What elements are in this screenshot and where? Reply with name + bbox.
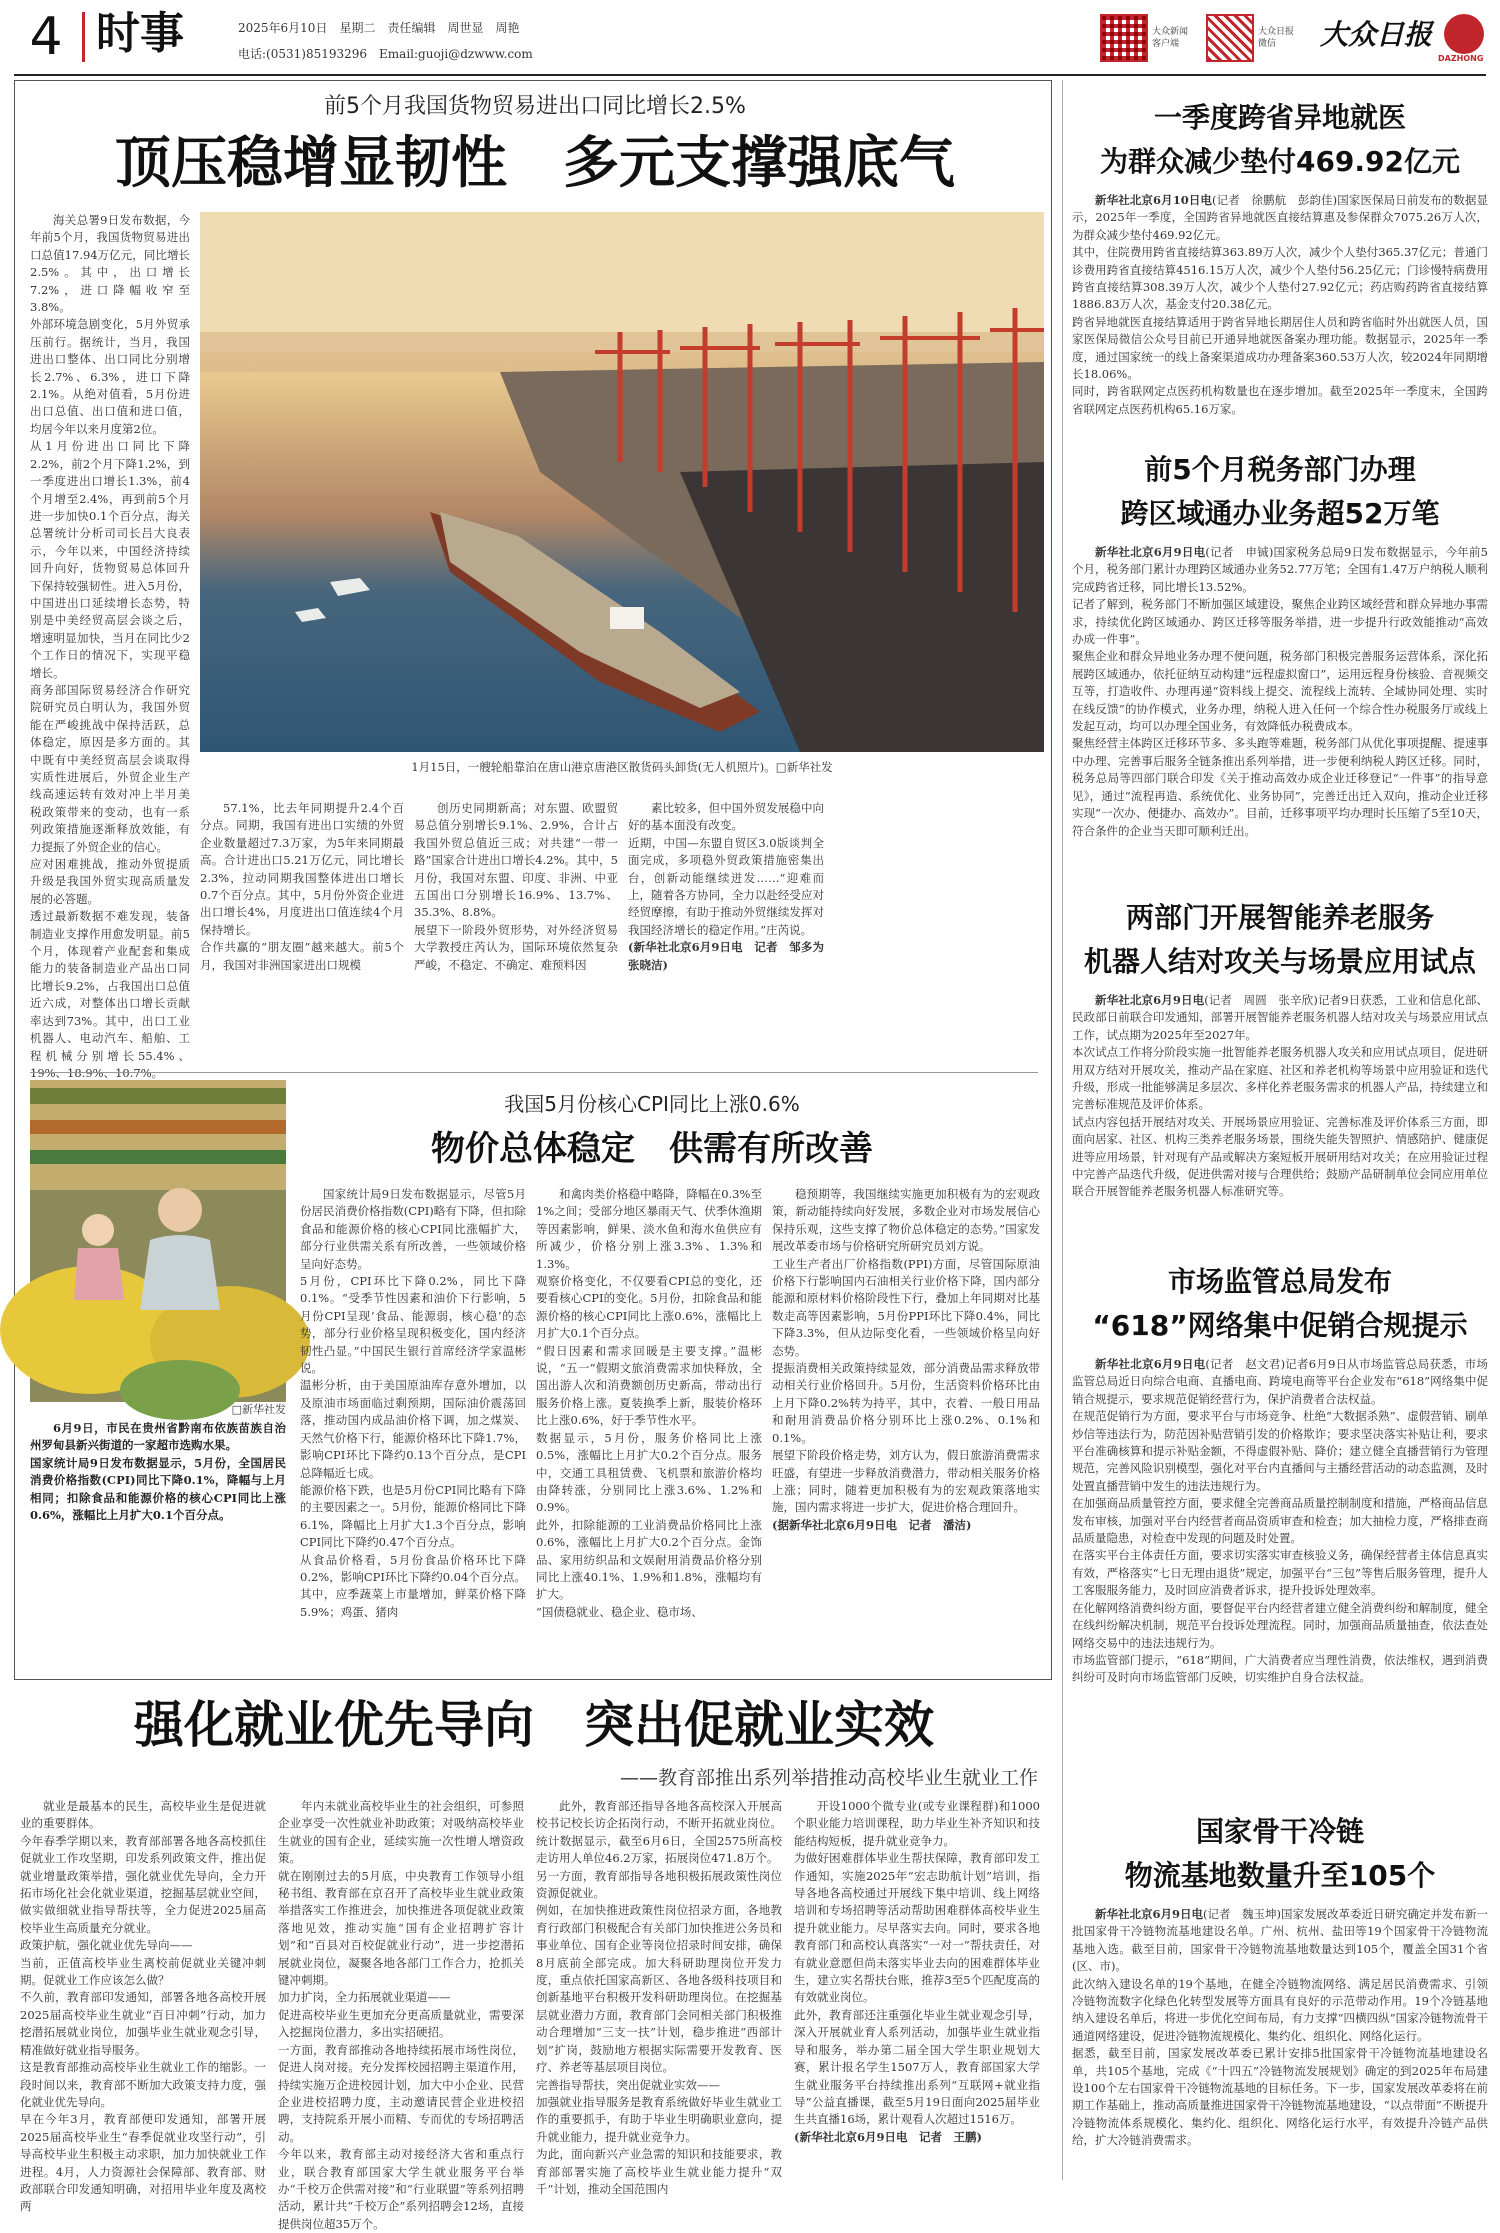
- employment-column-1: [20, 1798, 266, 2214]
- sidebar-story-5-dateline: 新华社北京6月9日电: [1095, 1907, 1204, 1921]
- contact-line: 电话:(0531)85193296 Email:guoji@dzwww.com: [238, 47, 533, 61]
- sidebar-story-1-text: 国家医保局日前发布的数据显示，2025年一季度，全国跨省异地就医直接结算惠及参保群众7075.26万人次，为群众减少垫付469.92亿元。 其中，住院费用跨省直接结算363.89万人次，减少个人垫付365.37亿元；普通门诊费用跨省直接结算4516.15万人次，减少个人垫付56.25亿元；门诊慢特病费用跨省直接结算308.39万人次，减少个人垫付27.92亿元；药店购药跨省直接结算1886.83万人次，基金支付20.38亿元。 跨省异地就医直接结算适用于跨省异地长期居住人员和跨省临时外出就医人员，国家医保局微信公众号目前已开通异地就医备案办理功能。数据显示，2025年一季度，通过国家统一的线上备案渠道成功办理备案360.53万人次，较2024年同期增长18.06%。 同时，跨省联网定点医药机构数量也在逐步增加。截至2025年一季度末，全国跨省联网定点医药机构65.16万家。: [1072, 193, 1488, 416]
- cpi-column-1: [300, 1186, 526, 1672]
- masthead-rule: [14, 74, 1486, 76]
- lead-col3-text: 创历史同期新高；对东盟、欧盟贸易总值分别增长9.1%、2.9%，合计占我国外贸总值近三成；对共建“一带一路”国家合计进出口增长4.2%。其中，5月份，我国对东盟、印度、非洲、中亚五国出口分别增长16.9%、13.7%、35.3%、8.8%。 展望下一阶段外贸形势，对外经济贸易大学教授庄芮认为，国际环境依然复杂严峻，不稳定、不确定、难预料因: [414, 801, 618, 972]
- sidebar-story-3-text: 记者9日获悉，工业和信息化部、民政部日前联合印发通知，部署开展智能养老服务机器人结对攻关与场景应用试点工作，试点期为2025年至2027年。 本次试点工作将分阶段实施一批智能养老服务机器人攻关和应用试点项目，促进研用双方结对开展攻关，推动产品在家庭、社区和养老机构等场景中应用验证和迭代升级，形成一批能够满足多层次、多样化养老服务需求的机器人产品，持续建立和完善标准规范及评价体系。 试点内容包括开展结对攻关、开展场景应用验证、完善标准及评价体系三方面，即面向居家、社区、机构三类养老服务场景，围绕失能失智照护、情感陪护、健康促进等应用场景，针对现有产品或解决方案短板开展研用结对攻关；在应用验证过程中完善产品迭代升级，促进供需对接与合理供给；鼓励产品研制单位会同应用单位联合开展智能养老服务机器人标准研究等。: [1072, 993, 1488, 1199]
- sidebar-story-3: [1072, 896, 1488, 1240]
- sidebar-story-1-body: [1072, 192, 1488, 482]
- lead-headline: 顶压稳增显韧性 多元支撑强底气: [115, 131, 955, 196]
- employment-col2-text: 年内未就业高校毕业生的社会组织，可参照企业享受一次性就业补助政策；对吸纳高校毕业生就业的国有企业，延续实施一次性增人增资政策。 就在刚刚过去的5月底，中央教育工作领导小组秘书组、教育部在京召开了高校毕业生就业政策举措落实工作推进会，加快推进各项促就业政策落地见效，推动实施“国有企业招聘扩容计划”和“百县对百校促就业行动”，进一步挖潜拓展就业岗位，凝聚各地各部门工作合力，抢抓关键冲刺期。 加力扩岗，全力拓展就业渠道—— 促进高校毕业生更加充分更高质量就业，需要深入挖掘岗位潜力，多出实招硬招。 一方面，教育部推动各地持续拓展市场性岗位，促进人岗对接。充分发挥校园招聘主渠道作用，持续实施万企进校园计划，加大中小企业、民营企业进校招聘力度，主动邀请民营企业进校招聘，支持院系开展小而精、专而优的专场招聘活动。 今年以来，教育部主动对接经济大省和重点行业，联合教育部国家大学生就业服务平台举办“千校万企供需对接”和“行业联盟”等系列招聘活动，累计共“千校万企”系列招聘会12场，直接提供岗位超35万个。: [278, 1799, 524, 2231]
- sidebar-story-3-dateline: 新华社北京6月9日电: [1095, 993, 1205, 1007]
- sidebar-divider: [1062, 80, 1063, 2180]
- sidebar-story-1-title-1: 一季度跨省异地就医: [1153, 101, 1406, 134]
- employment-col1-text: 就业是最基本的民生，高校毕业生是促进就业的重要群体。 今年春季学期以来，教育部部署各地各高校抓住促就业工作攻坚期，印发系列政策文件，推出促就业增量政策举措，强化就业优先导向，全力开拓市场化社会化就业渠道，挖掘基层就业空间，做实做细就业指导帮扶等，全力促进2025届高校毕业生高质量充分就业。 政策护航，强化就业优先导向—— 当前，正值高校毕业生离校前促就业关键冲刺期。促就业工作应该怎么做？ 不久前，教育部印发通知，部署各地各高校开展2025届高校毕业生就业“百日冲刺”行动，加力挖潜拓展就业岗位，加强毕业生就业观念引导，精准做好就业指导服务。 这是教育部推动高校毕业生就业工作的缩影。一段时间以来，教育部不断加大政策支持力度，强化就业优先导向。 早在今年3月，教育部便印发通知，部署开展2025届高校毕业生“春季促就业攻坚行动”，引导高校毕业生积极主动求职，加力加快就业工作进程。4月，人力资源社会保障部、教育部、财政部联合印发通知明确，对招用毕业年度及离校两: [20, 1799, 266, 2214]
- market-photo-caption: [30, 1420, 286, 1670]
- sidebar-story-5-title-1: 国家骨干冷链: [1195, 1815, 1364, 1848]
- employment-col3-text: 此外，教育部还指导各地各高校深入开展高校书记校长访企拓岗行动，不断开拓就业岗位。统计数据显示，截至6月6日，全国2575所高校走访用人单位46.2万家，拓展岗位471.8万个。 另一方面，教育部指导各地积极拓展政策性岗位资源促就业。 例如，在加快推进政策性岗位招录方面，各地教育行政部门积极配合有关部门加快推进公务员和事业单位、国有企业等岗位招录时间安排，确保8月底前全部完成。加大科研助理岗位开发力度，重点依托国家高新区、各地各级科技项目和创新基地平台积极开发科研助理岗位。在挖掘基层就业潜力方面，教育部门会同相关部门积极推动合理增加“三支一扶”计划，稳步推进“西部计划”扩岗，鼓励地方根据实际需要开发教育、医疗、养老等基层项目岗位。 完善指导帮扶，突出促就业实效—— 加强就业指导服务是教育系统做好毕业生就业工作的重要抓手，有助于毕业生明确职业意向，提升就业能力，提升就业竞争力。 为此，面向新兴产业急需的知识和技能要求，教育部部署实施了高校毕业生就业能力提升“双千”计划，推动全国范围内: [536, 1799, 782, 2196]
- lead-column-4: [628, 800, 836, 1064]
- logo-subtitle: DAZHONG: [1438, 54, 1484, 63]
- newspaper-logo[interactable]: [1320, 14, 1490, 68]
- lead-column-3: [414, 800, 618, 1064]
- port-photo-illustration: [200, 212, 1044, 752]
- employment-column-4: [794, 1798, 1040, 2184]
- page-number: 4: [29, 7, 63, 67]
- lead-byline: (新华社北京6月9日电 记者 邹多为 张晓洁): [628, 940, 836, 972]
- sidebar-story-1: [1072, 96, 1488, 482]
- cpi-column-3: [772, 1186, 1040, 1672]
- sidebar-story-5-body: [1072, 1906, 1488, 2176]
- lead-col4-text: 素比较多，但中国外贸发展稳中向好的基本面没有改变。 近期，中国—东盟自贸区3.0版谈判全面完成，多项稳外贸政策措施密集出台，创新动能继续迸发……“迎难而上，随着各方协同，全力以赴经受应对经贸摩擦，有助于推动外贸继续发挥对我国经济增长的稳定作用。”庄芮说。: [628, 801, 824, 937]
- logo-wordmark: 大众日报: [1320, 18, 1433, 51]
- employment-column-2: [278, 1798, 524, 2231]
- sidebar-story-2-byline: (记者 申铖): [1205, 545, 1274, 559]
- sidebar-story-2-title-1: 前5个月税务部门办理: [1144, 453, 1416, 486]
- qr-code-news-app[interactable]: [1100, 14, 1148, 62]
- lead-column-2: [200, 800, 404, 1064]
- sidebar-story-1-title-2: 为群众减少垫付469.92亿元: [1099, 145, 1461, 178]
- lead-column-1: [30, 212, 190, 1064]
- sidebar-story-4-title-2: “618”网络集中促销合规提示: [1092, 1309, 1468, 1342]
- sidebar-story-2-dateline: 新华社北京6月9日电: [1095, 545, 1206, 559]
- sidebar-story-3-title-2: 机器人结对攻关与场景应用试点: [1083, 945, 1476, 978]
- sidebar-story-1-byline: (记者 徐鹏航 彭韵佳): [1212, 193, 1338, 207]
- sidebar-story-2-body: [1072, 544, 1488, 846]
- lead-col1-text: 海关总署9日发布数据，今年前5个月，我国货物贸易进出口总值17.94万亿元，同比增长2.5%。其中，出口增长7.2%，进口降幅收窄至3.8%。 外部环境急剧变化，5月外贸承压前行。据统计，当月，我国进出口整体、出口同比分别增长2.7%、6.3%，进口下降2.1%。从绝对值看，5月份进出口总值、出口值和进口值，均居今年以来月度第2位。 从1月份进出口同比下降2.2%，前2个月下降1.2%，到一季度进出口增长1.3%，前4个月增至2.4%，再到前5个月进一步加快0.1个百分点，海关总署统计分析司司长吕大良表示，今年以来，中国经济持续回升向好，货物贸易总体回升下保持较强韧性。进入5月份，中国进出口延续增长态势，特别是中美经贸高层会谈之后，增速明显加快，当月在同比少2个工作日的情况下，实现平稳增长。 商务部国际贸易经济合作研究院研究员白明认为，我国外贸能在严峻挑战中保持活跃，总体稳定，原因是多方面的。其中既有中美经贸高层会谈取得实质性进展后，外贸企业生产线高速运转有效对冲上半月美税政策带来的变动，也有一系列政策措施逐渐释放效能，有力提振了外贸企业的信心。 应对困难挑战，推动外贸提质升级是我国外贸实现高质量发展的必答题。 透过最新数据不难发现，装备制造业支撑作用愈发明显。前5个月，体现着产业配套和集成能力的装备制造业产品出口同比增长9.2%，占我国出口总值近六成，对整体出口增长贡献率达到73%。其中，出口工业机器人、电动汽车、船舶、工程机械分别增长55.4%、: [30, 213, 190, 1063]
- port-photo-caption: 1月15日，一艘轮船靠泊在唐山港京唐港区散货码头卸货(无人机照片)。□新华社发: [411, 760, 833, 774]
- market-photo[interactable]: [30, 1080, 286, 1402]
- market-photo-illustration: [30, 1080, 286, 1402]
- cpi-col2-text: 和禽肉类价格稳中略降，降幅在0.3%至1%之间；受部分地区暴雨天气、伏季休渔期等因素影响，鲜果、淡水鱼和海水鱼供应有所减少，价格分别上涨3.3%、1.3%和1.3%。 观察价格变化，不仅要看CPI总的变化，还要看核心CPI的变化。5月份，扣除食品和能源价格的核心CPI同比上涨0.6%，涨幅比上月扩大0.1个百分点。 “假日因素和需求回暖是主要支撑。”温彬说，“五一”假期文旅消费需求加快释放，全国出游人次和消费额创历史新高，带动出行服务价格上涨。夏装换季上新，服装价格环比上涨0.6%，好于季节性水平。 数据显示，5月份，服务价格同比上涨0.5%，涨幅比上月扩大0.2个百分点。服务中，交通工具租赁费、飞机票和旅游价格均由降转涨，分别同比上涨3.6%、1.2%和0.9%。 此外，扣除能源的工业消费品价格同比上涨0.6%，涨幅比上月扩大0.2个百分点。金饰品、家用纺织品和文娱耐用消费品价格分别同比上涨40.1%、1.9%和1.8%，涨幅均有扩大。 “国债稳就业、稳企业、稳市场、: [536, 1187, 762, 1619]
- market-caption-text: 6月9日，市民在贵州省黔南布依族苗族自治州罗甸县新兴街道的一家超市选购水果。 国家统计局9日发布数据显示，5月份，全国居民消费价格指数(CPI)同比下降0.1%，降幅与上月相同；扣除食品和能源价格的核心CPI同比上涨0.6%，涨幅比上月扩大0.1个百分点。: [30, 1421, 286, 1523]
- sidebar-story-4-text: 记者6月9日从市场监管总局获悉，市场监管总局近日向综合电商、直播电商、跨境电商等平台企业发布“618”网络集中促销合规提示，要求规范促销经营行为，保护消费者合法权益。 在规范促销行为方面，要求平台与市场竞争、杜绝“大数据杀熟”、虚假营销、刷单炒信等违法行为，防范因补贴营销引发的价格欺诈；要求坚决落实补贴让利，要求平台准确核算和提示补贴金额，不得虚假补贴、降价；建立健全直播营销行为管理规范，完善风险识别模型，强化对平台内直播间与主播经营活动的动态监测，及时处置直播营销中发生的违法违规行为。 在加强商品质量管控方面，要求健全完善商品质量控制制度和措施，严格商品信息发布审核，加强对平台内经营者商品资质审查和检查；加大抽检力度，严格排查商品质量隐患，对检查中发现的问题及时处置。 在落实平台主体责任方面，要求切实落实审查核验义务，确保经营者主体信息真实有效，严格落实“七日无理由退货”规定，加强平台“三包”等售后服务管理，提升人工客服服务能力，及时回应消费者诉求，提升投诉处理效率。 在化解网络消费纠纷方面，要督促平台内经营者建立健全消费纠纷和解制度，健全在线纠纷解决机制，规范平台投诉处理流程。同时，加强商品质量抽查，依法查处网络交易中的违法违规行为。 市场监管部门提示，“618”期间，广大消费者应当理性消费，依法维权，遇到消费纠纷可及时向市场监管部门反映，切实维护自身合法权益。: [1072, 1357, 1488, 1685]
- sidebar-story-2-title-2: 跨区域通办业务超52万笔: [1120, 497, 1440, 530]
- section-name: 时事: [96, 8, 184, 59]
- employment-subheadline: ——教育部推出系列举措推动高校毕业生就业工作: [619, 1767, 1038, 1789]
- date-line: 2025年6月10日 星期二 责任编辑 周世显 周艳: [238, 21, 520, 35]
- cpi-headline: 物价总体稳定 供需有所改善: [431, 1129, 873, 1169]
- cpi-top-rule: [30, 1072, 1038, 1073]
- sidebar-story-3-byline: (记者 周圆 张辛欣): [1204, 993, 1318, 1007]
- port-photo[interactable]: [200, 212, 1044, 752]
- sidebar-story-4-body: [1072, 1356, 1488, 1778]
- sidebar-story-4: [1072, 1260, 1488, 1780]
- masthead: [0, 0, 1500, 78]
- sidebar-story-4-byline: (记者 赵文君): [1205, 1357, 1286, 1371]
- market-photo-credit: □新华社发: [231, 1403, 286, 1416]
- employment-col4-text: 开设1000个微专业(或专业课程群)和1000个职业能力培训课程，助力毕业生补齐知识和技能结构短板，提升就业竞争力。 为做好困难群体毕业生帮扶保障，教育部印发工作通知，实施2025年“宏志助航计划”培训，指导各地各高校通过开展线下集中培训、线上网络培训和专场招聘等活动帮助困难群体高校毕业生提升就业能力。尽早落实去向。同时，要求各地教育部门和高校认真落实“一对一”帮扶责任，对有就业意愿但尚未落实毕业去向的困难群体毕业生，建立实名帮扶台账，推荐3至5个匹配度高的有效就业岗位。 此外，教育部还注重强化毕业生就业观念引导，深入开展就业育人系列活动，加强毕业生就业指导和服务，举办第二届全国大学生职业规划大赛，累计报名学生1507万人，教育部国家大学生就业服务平台持续推出系列“互联网+就业指导”公益直播课，截至5月19日面向2025届毕业生共直播16场，累计观看人次超过1516万。: [794, 1799, 1040, 2127]
- qr-news-app-label: 大众新闻 客户端: [1152, 27, 1189, 49]
- employment-byline: (新华社北京6月9日电 记者 王鹏): [794, 2129, 982, 2144]
- sidebar-story-5: [1072, 1810, 1488, 2182]
- sidebar-story-3-title-1: 两部门开展智能养老服务: [1125, 901, 1434, 934]
- sidebar-story-5-text: 国家发展改革委近日研究确定并发布新一批国家骨干冷链物流基地建设名单。广州、杭州、盐田等19个国家骨干冷链物流基地入选。截至目前，国家骨干冷链物流基地数量达到105个，覆盖全国31个省(区、市)。 此次纳入建设名单的19个基地，在健全冷链物流网络、满足居民消费需求、引领冷链物流数字化绿色化转型发展等方面具有良好的示范带动作用。19个冷链基地纳入建设名单后，将进一步优化空间布局，有力支撑“四横四纵”国家冷链物流骨干通道网络建设，促进冷链物流规模化、集约化、组织化、网络化运行。 据悉，截至目前，国家发展改革委已累计安排5批国家骨干冷链物流基地建设名单，共105个基地，完成《“十四五”冷链物流发展规划》确定的到2025年布局建设100个左右国家骨干冷链物流基地的目标任务。下一步，国家发展改革委将在前期工作基础上，推动高质量推进国家骨干冷链物流基地建设，“以点带面”不断提升冷链物流体系规模化、集约化、组织化、网络化运行水平，有效提升冷链产品供给，扩大冷链消费需求。: [1072, 1907, 1488, 2148]
- sidebar-story-2-text: 国家税务总局9日发布数据显示，今年前5个月，税务部门累计办理跨区域通办业务52.77万笔；全国有1.47万户纳税人顺利完成跨省迁移，同比增长13.52%。 记者了解到，税务部门不断加强区域建设，聚焦企业跨区域经营和群众异地办事需求，持续优化跨区域通办、跨区迁移等服务举措，进一步提升行政效能推动“高效办成一件事”。 聚焦企业和群众异地业务办理不便问题，税务部门积极完善服务运营体系，深化拓展跨区域通办，依托征纳互动构建“远程虚拟窗口”，运用远程身份核验、音视频交互等，打造收件、办理再递“资料线上提交、流程线上流转、全域协同处理、实时在线反馈”的协作模式，业务办理，纳税人进入任何一个综合性办税服务厅或线上发起互动，均可以办理全国业务，有效降低办税费成本。 聚焦经营主体跨区迁移环节多、多头跑等难题，税务部门从优化事项提醒、提速事中办理、完善事后服务全链条推出系列举措，进一步便利纳税人跨区迁移。同时，税务总局等四部门联合印发《关于推动高效办成企业迁移登记“一件事”的指导意见》，通过“流程再造、系统优化、业务协同”，完善迁出迁入双向，推动企业迁移实现“一次办、便捷办、高效办”。目前，迁移事项平均办理时长压缩了5至10天，符合条件的企业当天即可顺利迁出。: [1072, 545, 1488, 838]
- qr-code-wechat[interactable]: [1206, 14, 1254, 62]
- sidebar-story-4-title-1: 市场监管总局发布: [1167, 1265, 1392, 1298]
- sidebar-story-2: [1072, 448, 1488, 848]
- sidebar-story-5-title-2: 物流基地数量升至105个: [1124, 1859, 1436, 1892]
- sidebar-story-1-dateline: 新华社北京6月10日电: [1095, 193, 1213, 207]
- cpi-kicker: 我国5月份核心CPI同比上涨0.6%: [504, 1092, 800, 1116]
- sidebar-story-3-body: [1072, 992, 1488, 1238]
- qr-wechat-label: 大众日报 微信: [1258, 27, 1295, 49]
- sidebar-story-4-dateline: 新华社北京6月9日电: [1095, 1357, 1206, 1371]
- employment-headline: 强化就业优先导向 突出促就业实效: [134, 1696, 934, 1754]
- lead-col2-text: 57.1%，比去年同期提升2.4个百分点。同期，我国有进出口实绩的外贸企业数量超过7.3万家，为5年来同期最高。合计进出口5.21万亿元，同比增长2.3%，拉动同期我国整体进出口增长0.7个百分点。其中，5月份外资企业进出口增长4%，月度进出口值连续4个月保持增长。 合作共赢的“朋友圈”越来越大。前5个月，我国对非洲国家进出口规模: [200, 801, 404, 972]
- lead-kicker: 前5个月我国货物贸易进出口同比增长2.5%: [324, 94, 746, 119]
- cpi-byline: (据新华社北京6月9日电 记者 潘洁): [772, 1517, 972, 1532]
- cpi-col1-text: 国家统计局9日发布数据显示，尽管5月份居民消费价格指数(CPI)略有下降，但扣除食品和能源价格的核心CPI同比涨幅扩大，部分行业供需关系有所改善，一些领域价格呈向好态势。 5月份，CPI环比下降0.2%，同比下降0.1%。“受季节性因素和油价下行影响，5月份CPI呈现‘食品、能源弱，核心稳’的态势，部分行业价格呈现积极变化，国内经济韧性凸显。”中国民生银行首席经济学家温彬说。 温彬分析，由于美国原油库存意外增加，以及原油市场面临过剩预期，国际油价震荡回落，推动国内成品油价格下调，加之煤炭、天然气价格下行，能源价格环比下降1.7%，影响CPI环比下降约0.13个百分点，是CPI总降幅近七成。 能源价格下跌，也是5月份CPI同比略有下降的主要因素之一。5月份，能源价格同比下降6.1%，降幅比上月扩大1.3个百分点，影响CPI同比下降约0.47个百分点。 从食品价格看，5月份食品价格环比下降0.2%，影响CPI环比下降约0.04个百分点。其中，应季蔬菜上市量增加，鲜菜价格下降5.9%；鸡蛋、猪肉: [300, 1187, 526, 1619]
- cpi-column-2: [536, 1186, 762, 1672]
- employment-column-3: [536, 1798, 782, 2196]
- cpi-col3-text: 稳预期等，我国继续实施更加积极有为的宏观政策，新动能持续向好发展，多数企业对市场发展信心保持乐观，这些支撑了物价总体稳定的态势。”国家发展改革委市场与价格研究所研究员刘方说。 工业生产者出厂价格指数(PPI)方面，尽管国际原油价格下行影响国内石油相关行业价格下降，国内部分能源和原材料价格阶段性下行，叠加上年同期对比基数走高等因素影响，5月份PPI环比下降0.4%，同比下降3.3%，但从边际变化看，一些领域价格呈向好态势。 提振消费相关政策持续显效，部分消费品需求释放带动相关行业价格回升。5月份，生活资料价格环比由上月下降0.2%转为持平，其中，衣着、一般日用品和耐用消费品价格分别环比上涨0.2%、0.1%和0.1%。 展望下阶段价格走势，刘方认为，假日旅游消费需求旺盛，有望进一步释放消费潜力，带动相关服务价格上涨；同时，随着更加积极有为的宏观政策落地实施，国内需求将进一步扩大，促进价格合理回升。: [772, 1187, 1040, 1515]
- sidebar-story-5-byline: (记者 魏玉坤): [1203, 1907, 1281, 1921]
- logo-emblem-icon: [1444, 14, 1484, 54]
- masthead-divider: [82, 12, 85, 62]
